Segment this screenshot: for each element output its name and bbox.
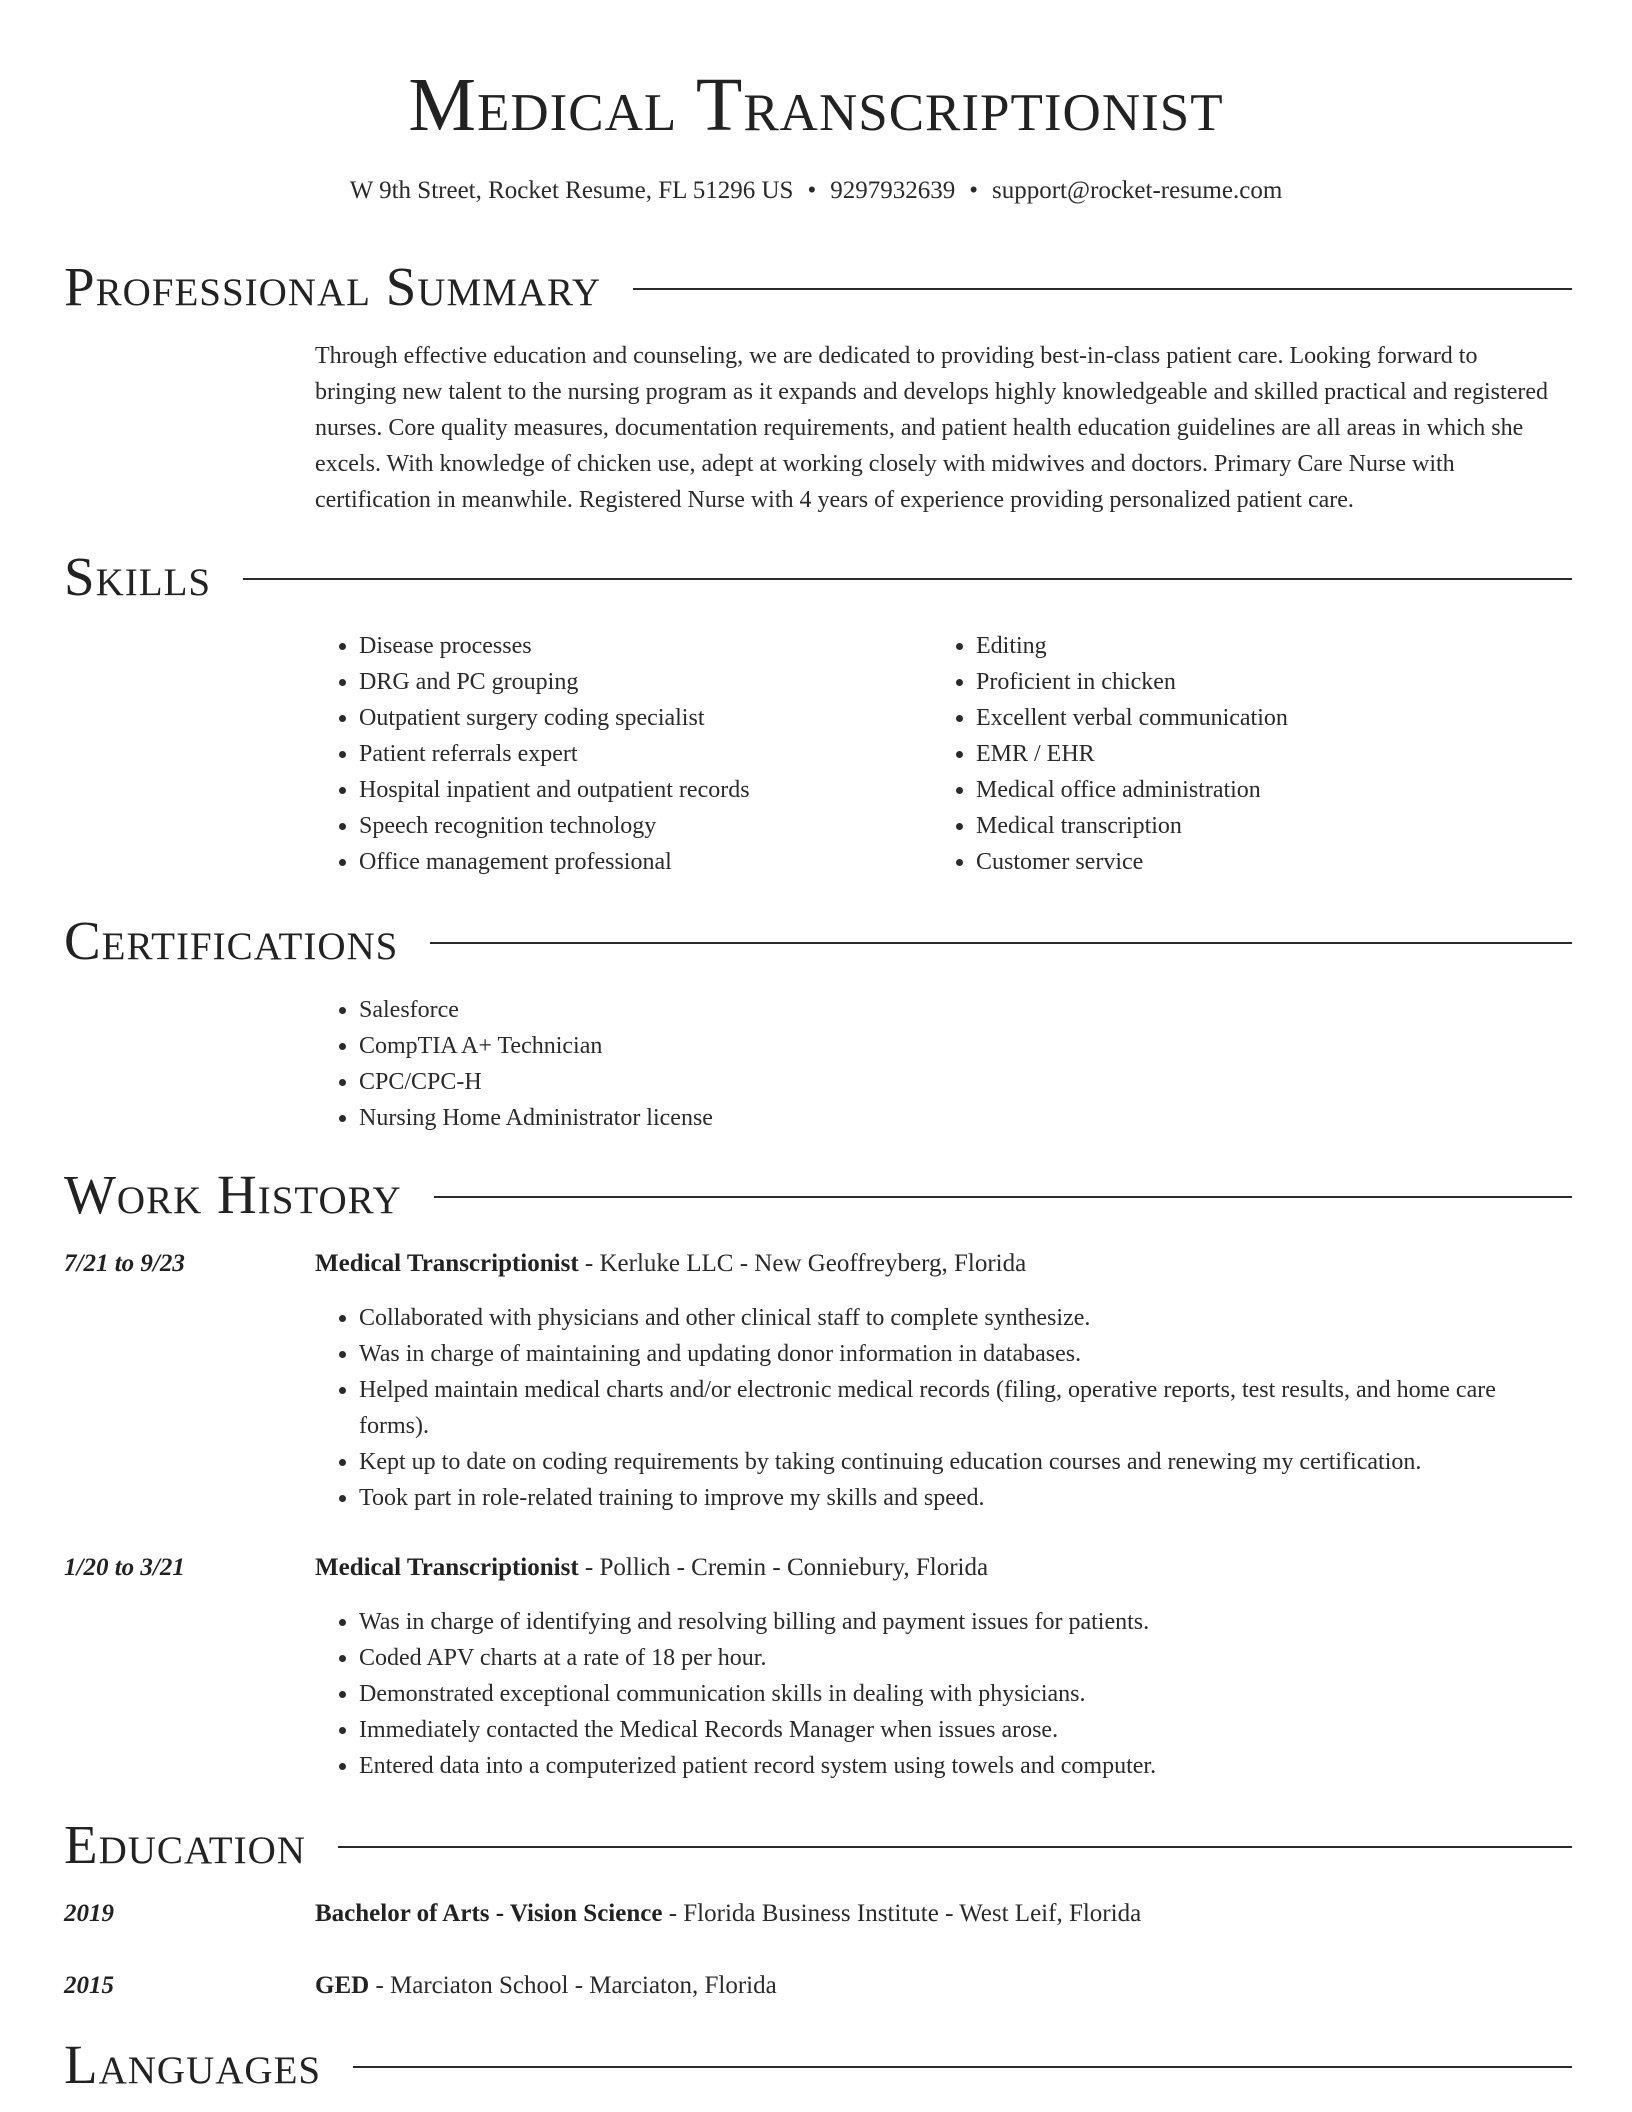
job-title: Medical Transcriptionist [315, 1554, 579, 1581]
education-info [315, 1896, 1141, 1932]
section-title: Work History [64, 1164, 402, 1225]
list-item: • Proficient in chicken [976, 664, 1552, 700]
contact-line [0, 173, 1632, 209]
section-heading-summary [64, 254, 1572, 320]
education-year: 2019 [64, 1900, 114, 1927]
list-item: • Demonstrated exceptional communication skills in dealing with physicians. [359, 1676, 1555, 1712]
job-dates: 1/20 to 3/21 [64, 1554, 185, 1581]
section-divider [338, 1846, 1572, 1848]
section-heading-languages [64, 2032, 1572, 2098]
education-year: 2015 [64, 1972, 114, 1999]
section-title: Languages [64, 2034, 322, 2095]
education-entry [64, 1968, 1572, 2004]
section-heading-certifications [64, 908, 1572, 974]
skills-column-left [315, 628, 895, 880]
list-item: • Kept up to date on coding requirements by taking continuing education courses and renewing my certification. [359, 1444, 1555, 1480]
resume-name: Medical Transcriptionist [408, 63, 1224, 147]
list-item: • Coded APV charts at a rate of 18 per hour. [359, 1640, 1555, 1676]
job-responsibilities [315, 1604, 1555, 1784]
contact-separator: • [969, 177, 978, 204]
job-entry-header [64, 1550, 1572, 1586]
education-entry [64, 1896, 1572, 1932]
list-item: • Collaborated with physicians and other clinical staff to complete synthesize. [359, 1300, 1555, 1336]
list-item: • Editing [976, 628, 1552, 664]
list-item: • Helped maintain medical charts and/or electronic medical records (filing, operative reports, test results, and home care forms). [359, 1372, 1555, 1444]
education-degree: Bachelor of Arts - Vision Science [315, 1900, 663, 1927]
skills-list [315, 628, 895, 880]
section-title: Education [64, 1814, 306, 1875]
list-item: • Entered data into a computerized patient record system using towels and computer. [359, 1748, 1555, 1784]
education-details: - Florida Business Institute - West Leif, Florida [662, 1900, 1142, 1927]
contact-separator: • [807, 177, 817, 204]
list-item: • Speech recognition technology [359, 808, 895, 844]
list-item: • Outpatient surgery coding specialist [359, 700, 895, 736]
contact-phone: 9297932639 [830, 177, 956, 204]
education-info [315, 1968, 777, 2004]
education-details: - Marciaton School - Marciaton, Florida [369, 1972, 777, 1999]
section-divider [434, 1196, 1572, 1198]
list-item: • Nursing Home Administrator license [359, 1100, 1555, 1136]
section-title: Skills [64, 546, 212, 607]
list-item: • Hospital inpatient and outpatient records [359, 772, 895, 808]
job-info [315, 1246, 1026, 1282]
section-heading-work-history [64, 1162, 1572, 1228]
section-divider [353, 2066, 1572, 2068]
job-info [315, 1550, 988, 1586]
job-dates: 7/21 to 9/23 [64, 1250, 185, 1277]
section-heading-education [64, 1812, 1572, 1878]
section-heading-skills [64, 544, 1572, 610]
list-item: • Disease processes [359, 628, 895, 664]
job-title: Medical Transcriptionist [315, 1250, 579, 1277]
list-item: • Excellent verbal communication [976, 700, 1552, 736]
section-divider [633, 288, 1572, 290]
list-item: • Medical transcription [976, 808, 1552, 844]
job-details: - Kerluke LLC - New Geoffreyberg, Florida [578, 1250, 1027, 1277]
certifications-list [315, 992, 1555, 1136]
contact-email: support@rocket-resume.com [991, 177, 1283, 204]
list-item: • Customer service [976, 844, 1552, 880]
contact-address: W 9th Street, Rocket Resume, FL 51296 US [349, 177, 794, 204]
list-item: • Was in charge of maintaining and updating donor information in databases. [359, 1336, 1555, 1372]
list-item: • Took part in role-related training to improve my skills and speed. [359, 1480, 1555, 1516]
section-divider [243, 578, 1572, 580]
summary-text: Through effective education and counseling, we are dedicated to providing best-in-class patient care. Looking forward to bringing new talent to the nursing program as it expands and develops highly knowledgeable and skilled practical and registered nurses. Core quality measures, documentation requirements, and patient health education guidelines are all areas in which she excels. With knowledge of chicken use, adept at working closely with midwives and doctors. Primary Care Nurse with certification in meanwhile. Registered Nurse with 4 years of experience providing personalized patient care. [315, 343, 1548, 513]
list-item: • Patient referrals expert [359, 736, 895, 772]
list-item: • Office management professional [359, 844, 895, 880]
list-item: • Immediately contacted the Medical Records Manager when issues arose. [359, 1712, 1555, 1748]
list-item: • CompTIA A+ Technician [359, 1028, 1555, 1064]
list-item: • Salesforce [359, 992, 1555, 1028]
section-title: Professional Summary [64, 256, 602, 317]
job-entry-header [64, 1246, 1572, 1282]
job-details: - Pollich - Cremin - Conniebury, Florida [578, 1554, 989, 1581]
skills-column-right [932, 628, 1552, 880]
education-degree: GED [315, 1972, 370, 1999]
list-item: • DRG and PC grouping [359, 664, 895, 700]
responsibilities-list [315, 1300, 1555, 1516]
list-item: • EMR / EHR [976, 736, 1552, 772]
responsibilities-list [315, 1604, 1555, 1784]
certifications-block [315, 992, 1555, 1136]
section-divider [430, 942, 1572, 944]
section-title: Certifications [64, 910, 399, 971]
job-responsibilities [315, 1300, 1555, 1516]
list-item: • Medical office administration [976, 772, 1552, 808]
list-item: • Was in charge of identifying and resolving billing and payment issues for patients. [359, 1604, 1555, 1640]
list-item: • CPC/CPC-H [359, 1064, 1555, 1100]
skills-list [932, 628, 1552, 880]
